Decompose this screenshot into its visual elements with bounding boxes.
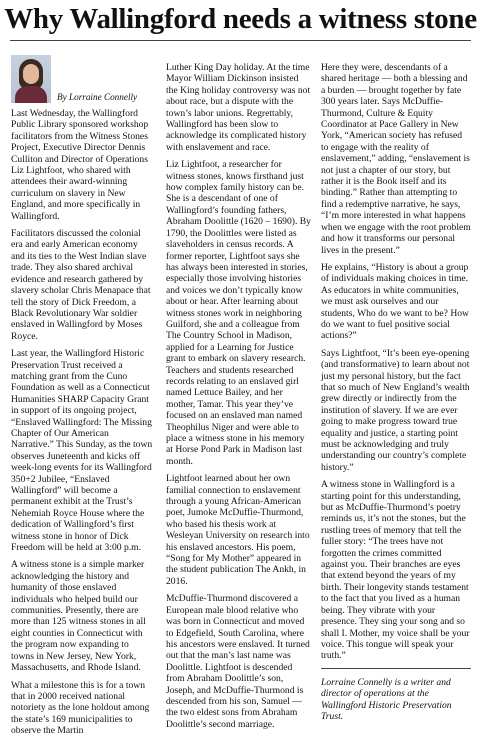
paragraph: Last Wednesday, the Wallingford Public Library sponsored workshop facilitators from the Witness Stones Project, Executive Director Dennis Culliton and Director of Operations Liz Lightfoot, who shared with attendees their award-winning curriculum on slavery in New England, and more specifically in Wallingford.: [11, 108, 149, 222]
paragraph: Facilitators discussed the colonial era and early American economy and its ties to the West Indian slave trade. They also shared archival evidence and research gathered by slavery scholar Chris Menapace that tell the story of Dick Freedom, a Black Revolutionary War soldier enslaved in Wallingford by Moses Royce.: [11, 228, 151, 342]
column-3: [321, 62, 471, 728]
paragraph: Liz Lightfoot, a researcher for witness stones, knows firsthand just how complex family history can be. She is a descendant of one of Wallingford’s founding fathers, Abraham Doolittle (1620 – 1690). By 1790, the Doolittles were listed as slaveholders in census records. A former reporter, Lightfoot says she has always been interested in stories, especially those involving histories and voices we don’t typically know about or hear. After learning about witness stones work in neighboring Guilford, she and a colleague from The Country School in Madison, applied for a Learning for Justice grant to embark on slavery research. Teachers and students researched records relating to an enslaved girl named Lettuce Bailey, and her mother, Tamar. This year they’ve focused on an enslaved man named Theophilus Niger and were able to place a witness stone in his memory at Horse Pond Park in Madison last month.: [166, 159, 311, 467]
paragraph: Says Lightfoot, “It’s been eye-opening (and transformative) to learn about not just my personal history, but the fact that so much of New England’s wealth grew directly or indirectly from the institution of slavery. If we are ever going to make progress toward true equality and justice, a starting point must be acknowledging and truly understanding our country’s complete history.”: [321, 347, 470, 473]
headline: Why Wallingford needs a witness stone: [4, 3, 477, 35]
paragraph: What a milestone this is for a town that in 2000 received national notoriety as the lone holdout among the state’s 169 municipalities to observe the Martin: [11, 679, 150, 737]
author-tagline: Lorraine Connelly is a writer and director of operations at the Wallingford Historic Preservation Trust.: [321, 676, 452, 722]
paragraph: Last year, the Wallingford Historic Preservation Trust received a matching grant from the Cuno Foundation as well as a Connecticut Humanities SHARP Capacity Grant in support of its ongoing project, “Enslaved Wallingford: The Missing Chapter of Our American Narrative.” This Sunday, as the town observes Juneteenth and kicks off week-long events for its Wallingford 350+2 Jubilee, “Enslaved Wallingford” will become a permanent exhibit at the Trust’s Nehemiah Royce House where the dedication of Wallingford’s first witness stone in honor of Dick Freedom will be held at 3:00 p.m.: [11, 348, 153, 554]
paragraph: Here they were, descendants of a shared heritage — both a blessing and a burden — brought together by fate 300 years later. Says McDuffie-Thurmond, Culture & Equity Coordinator at Pace Gallery in New York, “American society has refused to engage with the reality of enslavement,” adding, “enslavement is not just a chapter of our story, but rather it is the Book itself and its binding.” Rather than attempting to find a redemptive narrative, he says, “I’m more interested in what happens when we engage with the root problem and how it transforms our personal lives in the present.”: [321, 62, 471, 256]
paragraph: McDuffie-Thurmond discovered a European male blood relative who was born in Connecticut and moved to Edgefield, South Carolina, where his ancestors were enslaved. It turned out that the man’s last name was Doolittle. Lightfoot is descended from Abraham Doolittle’s son, Joseph, and McDuffie-Thurmond is descended from his son, Samuel — the two eldest sons from Abraham Doolittle’s second marriage.: [166, 593, 310, 730]
paragraph: Lightfoot learned about her own familial connection to enslavement through a young African-American poet, Jumoke McDuffie-Thurmond, who based his thesis work at Wesleyan University on research into his enslaved ancestors. His poem, “Song for My Mother” appeared in the student publication The Ankh, in 2016.: [166, 473, 310, 587]
column-1: [11, 108, 154, 743]
column-2: [166, 62, 312, 736]
tagline-rule: [321, 668, 471, 669]
author-block: [11, 55, 161, 105]
byline: By Lorraine Connelly: [57, 92, 138, 102]
paragraph: A witness stone in Wallingford is a starting point for this understanding, but as McDuffie-Thurmond’s poetry reminds us, it’s not the stones, but the rustling trees of memory that tell the fuller story: “The trees have not forgotten the crimes committed against you. Their branches are eyes that extend beyond the years of my birth. Their longevity stands testament to the fact that you lived as a human being. They vibrate with your presence. They sing your song and so shall I. Mother, my voice shall be your voice. This tongue will speak your truth.”: [321, 479, 470, 662]
author-photo: [11, 55, 51, 103]
paragraph: Luther King Day holiday. At the time Mayor William Dickinson insisted the King holiday controversy was not about race, but a dispute with the town’s labor unions. Regrettably, Wallingford has been slow to acknowledge its complicated history with enslavement and race.: [166, 62, 311, 153]
headline-rule: [10, 40, 471, 41]
paragraph: A witness stone is a simple marker acknowledging the history and humanity of those enslaved individuals who helped build our communities. Presently, there are more than 125 witness stones in all eight counties in Connecticut with the program now expanding to towns in New Jersey, New York, Massachusetts, and Rhode Island.: [11, 559, 146, 674]
paragraph: He explains, “History is about a group of individuals making choices in time. As educators in white communities, we must ask ourselves and our students, Who do we want to be? How do we want to fuel positive social actions?”: [321, 261, 469, 342]
